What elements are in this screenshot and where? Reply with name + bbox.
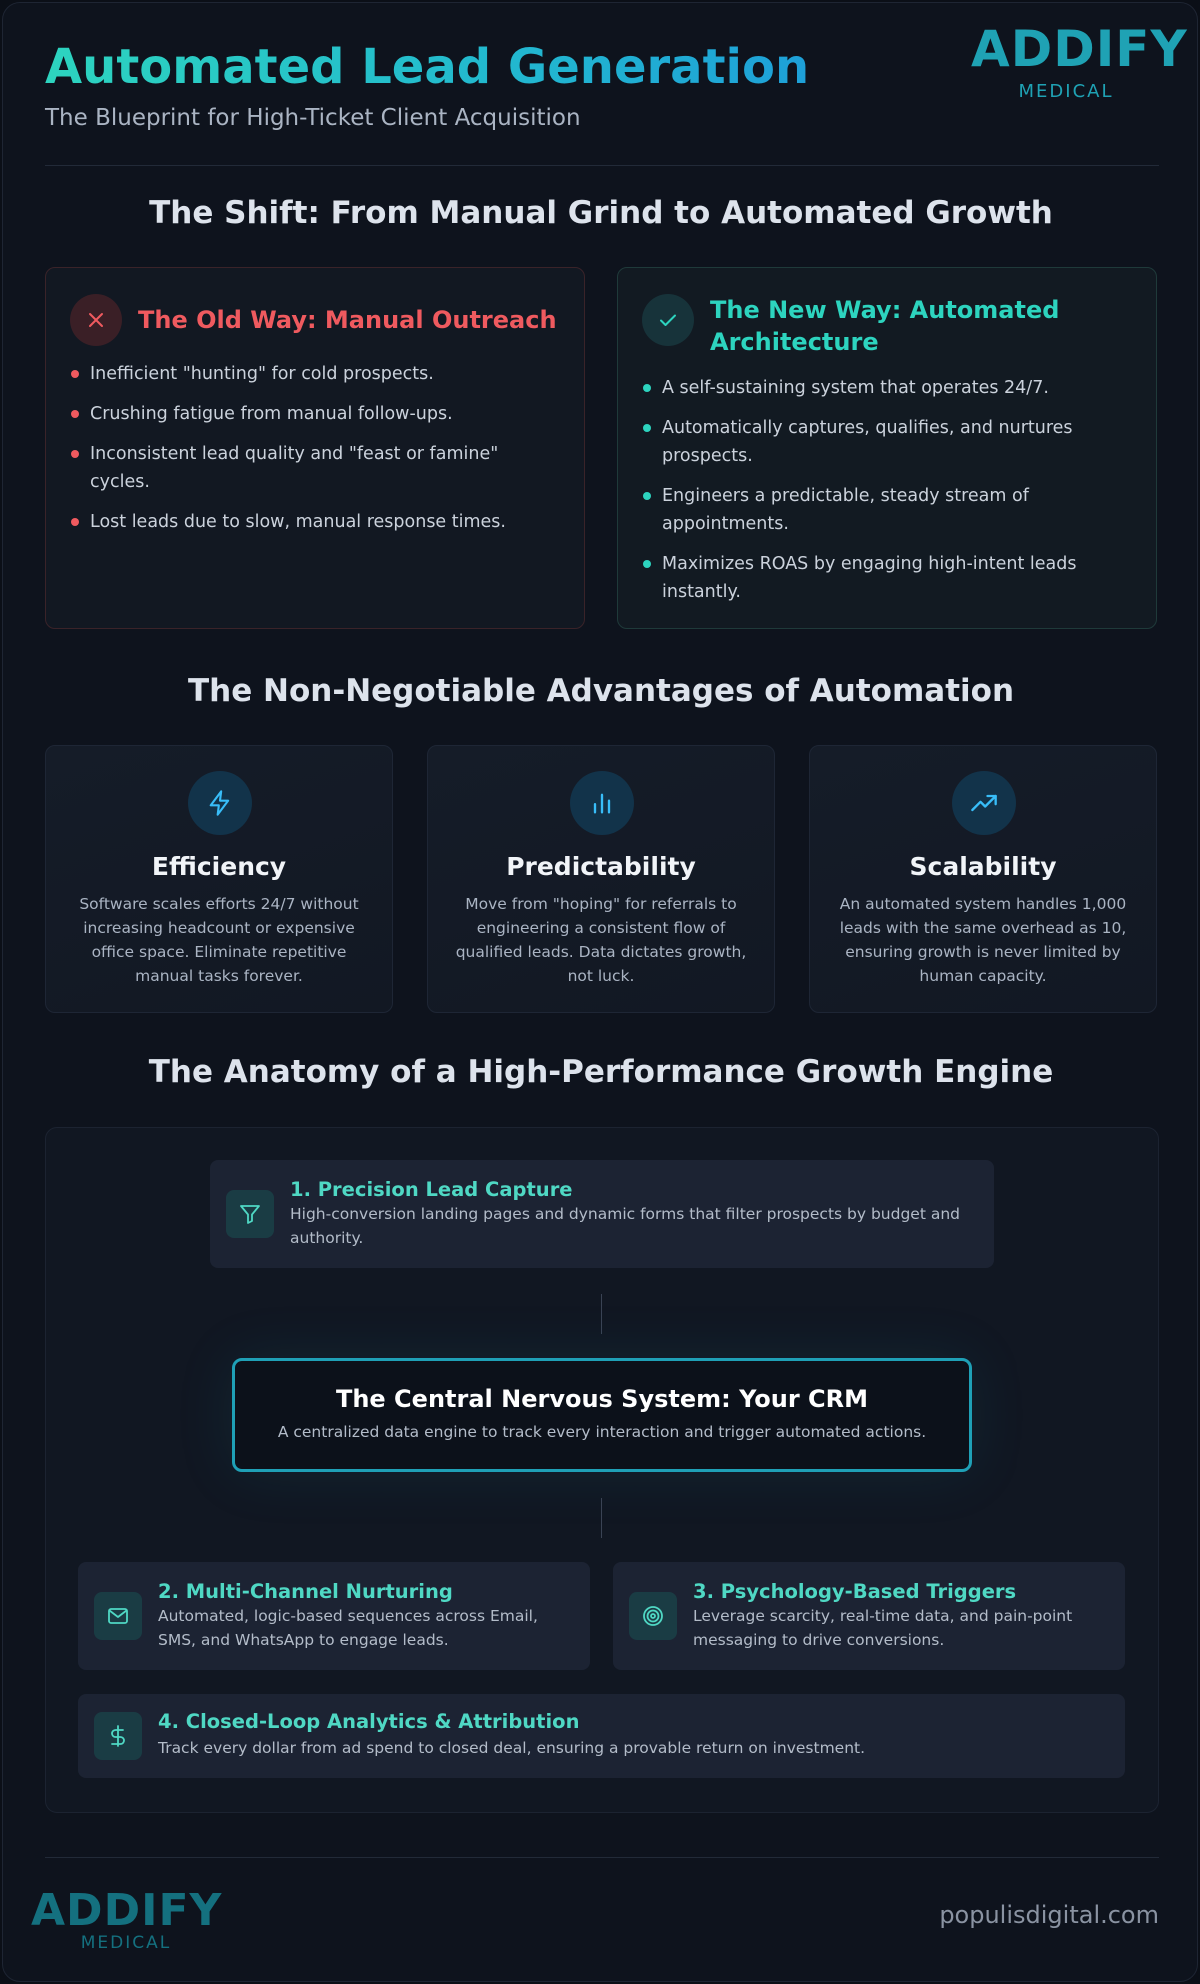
target-icon xyxy=(629,1592,677,1640)
engine-section-title: The Anatomy of a High-Performance Growth Engine xyxy=(148,1054,1054,1090)
step-title: 1. Precision Lead Capture xyxy=(290,1178,573,1201)
advantage-title: Predictability xyxy=(506,852,696,881)
step-text: Track every dollar from ad spend to closed deal, ensuring a provable return on investment. xyxy=(158,1739,866,1757)
advantage-card-efficiency xyxy=(45,745,393,1013)
page-subtitle: The Blueprint for High-Ticket Client Acquisition xyxy=(45,105,581,131)
trending-up-icon xyxy=(952,771,1016,835)
advantage-card-scalability xyxy=(809,745,1157,1013)
logo-subtext: MEDICAL xyxy=(80,1933,172,1953)
logo-wordmark: ADDIFY xyxy=(31,1885,223,1936)
step-text: High-conversion landing pages and dynamic forms that filter prospects by budget and authority. xyxy=(290,1205,961,1247)
step-title: 3. Psychology-Based Triggers xyxy=(693,1580,1017,1603)
advantage-text: Software scales efforts 24/7 without increasing headcount or expensive office space. Eliminate repetitive manual tasks forever. xyxy=(79,895,359,985)
bar-chart-icon xyxy=(570,771,634,835)
step-triggers xyxy=(613,1562,1125,1670)
growth-engine-panel xyxy=(45,1127,1159,1813)
list-item: Engineers a predictable, steady stream of appointments. xyxy=(642,482,1132,538)
addify-logo xyxy=(971,20,1188,102)
step-nurturing xyxy=(78,1562,590,1670)
step-analytics xyxy=(78,1694,1125,1778)
advantage-title: Efficiency xyxy=(151,852,287,881)
advantage-text: An automated system handles 1,000 leads with the same overhead as 10, ensuring growth is never limited by human capacity. xyxy=(839,895,1127,985)
footer-divider xyxy=(45,1857,1159,1858)
list-item: Inconsistent lead quality and "feast or famine" cycles. xyxy=(70,440,560,496)
funnel-icon xyxy=(226,1190,274,1238)
shift-section-title: The Shift: From Manual Grind to Automated Growth xyxy=(149,195,1053,231)
advantage-text: Move from "hoping" for referrals to engineering a consistent flow of qualified leads. Data dictates growth, not luck. xyxy=(455,895,747,985)
list-item: Lost leads due to slow, manual response times. xyxy=(70,508,560,536)
dollar-icon xyxy=(94,1712,142,1760)
page-title: Automated Lead Generation xyxy=(45,39,810,95)
new-way-heading: The New Way: Automated Architecture xyxy=(710,296,1060,356)
connector-line xyxy=(601,1498,602,1538)
list-item: Crushing fatigue from manual follow-ups. xyxy=(70,400,560,428)
logo-subtext: MEDICAL xyxy=(1018,81,1114,102)
connector-line xyxy=(601,1294,602,1334)
list-item: Automatically captures, qualifies, and nurtures prospects. xyxy=(642,414,1132,470)
x-icon xyxy=(70,294,122,346)
website-link[interactable]: populisdigital.com xyxy=(939,1901,1159,1929)
list-item: Inefficient "hunting" for cold prospects. xyxy=(70,360,560,388)
advantages-section-title: The Non-Negotiable Advantages of Automation xyxy=(187,673,1015,709)
step-text: Leverage scarcity, real-time data, and pain-point messaging to drive conversions. xyxy=(693,1607,1073,1649)
old-way-list xyxy=(70,360,560,548)
advantage-title: Scalability xyxy=(909,852,1057,881)
step-title: 4. Closed-Loop Analytics & Attribution xyxy=(158,1710,580,1733)
crm-text: A centralized data engine to track every interaction and trigger automated actions. xyxy=(277,1423,927,1441)
advantage-card-predictability xyxy=(427,745,775,1013)
footer-addify-logo xyxy=(31,1883,221,1955)
divider xyxy=(45,165,1159,166)
old-way-heading: The Old Way: Manual Outreach xyxy=(138,306,557,334)
step-text: Automated, logic-based sequences across Email, SMS, and WhatsApp to engage leads. xyxy=(158,1607,538,1649)
new-way-card xyxy=(617,267,1157,629)
step-lead-capture xyxy=(210,1160,994,1268)
old-way-card xyxy=(45,267,585,629)
crm-title: The Central Nervous System: Your CRM xyxy=(335,1385,869,1413)
check-icon xyxy=(642,294,694,346)
mail-icon xyxy=(94,1592,142,1640)
logo-wordmark: ADDIFY xyxy=(971,20,1188,78)
list-item: Maximizes ROAS by engaging high-intent leads instantly. xyxy=(642,550,1132,606)
new-way-list xyxy=(642,374,1132,618)
step-title: 2. Multi-Channel Nurturing xyxy=(158,1580,453,1603)
infographic-page xyxy=(2,2,1198,1982)
lightning-icon xyxy=(188,771,252,835)
list-item: A self-sustaining system that operates 24/7. xyxy=(642,374,1132,402)
crm-core-box xyxy=(232,1358,972,1472)
